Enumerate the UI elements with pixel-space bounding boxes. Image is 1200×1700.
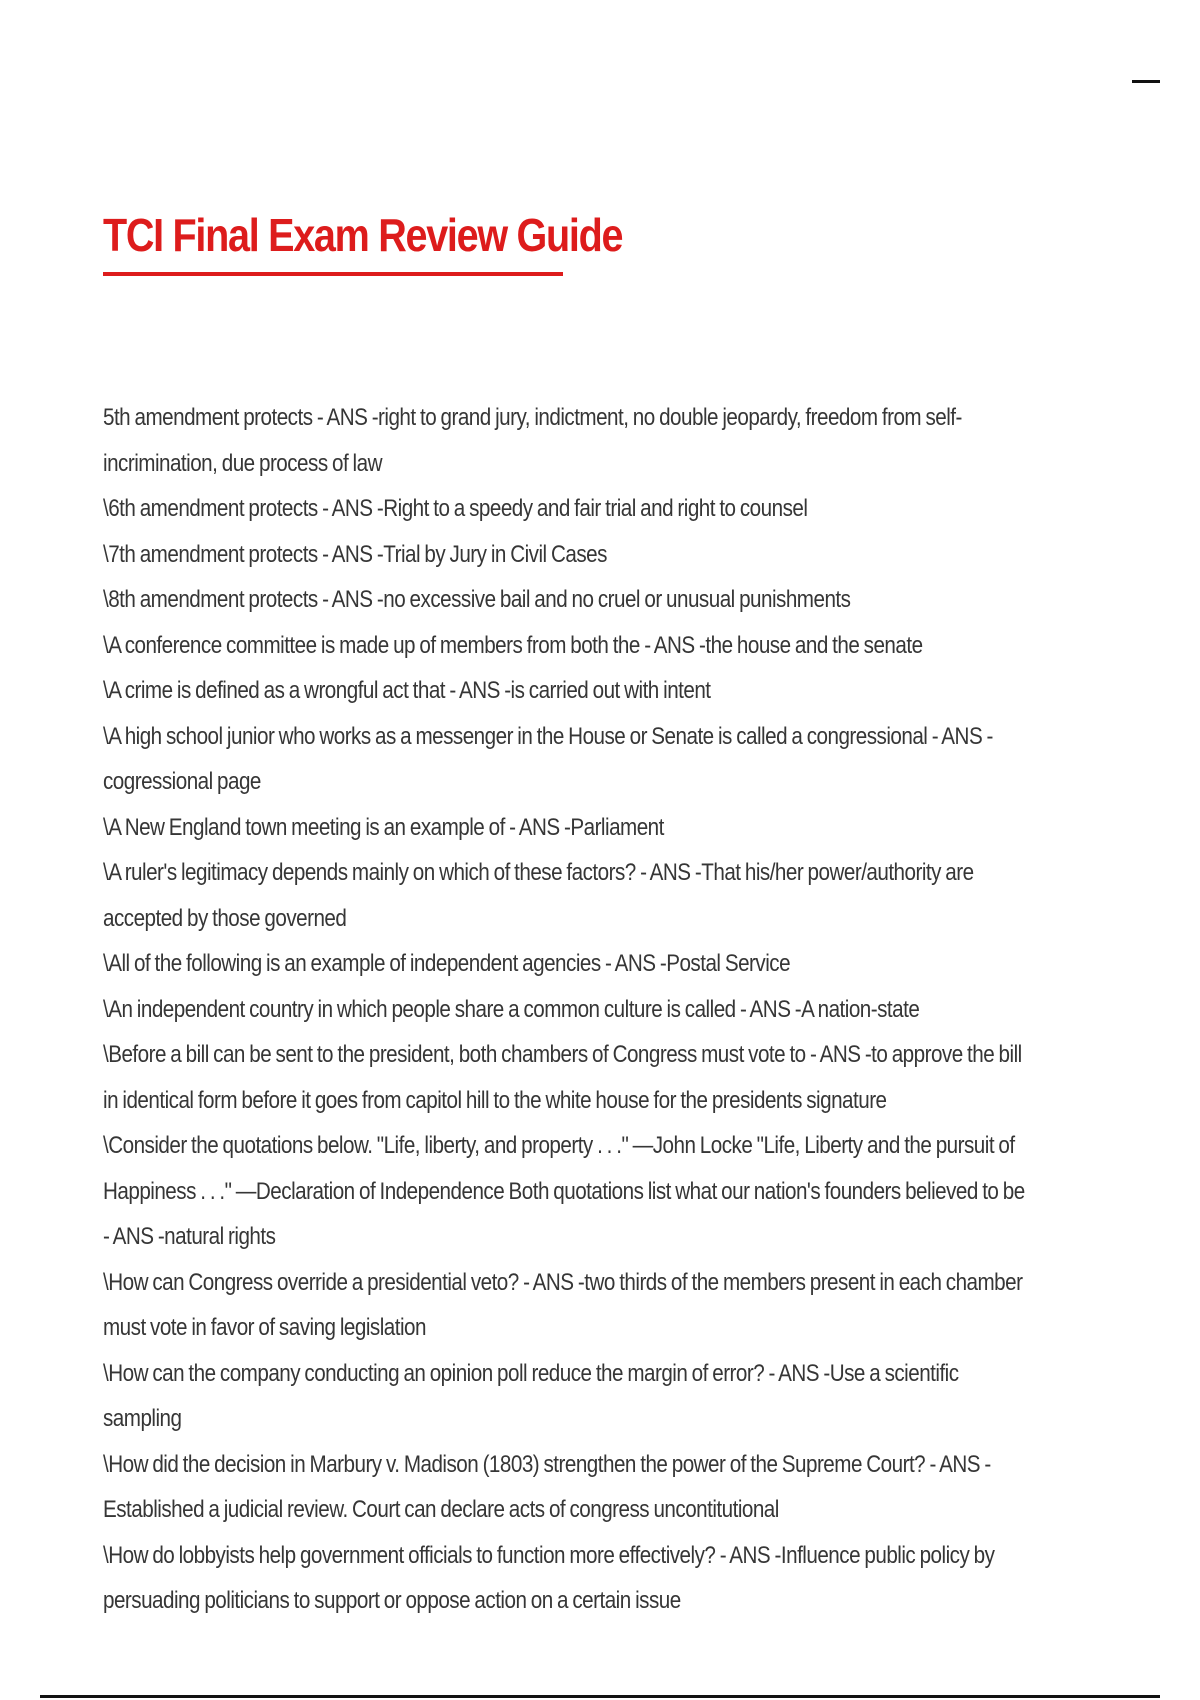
qa-item: \How can the company conducting an opinion poll reduce the margin of error? - ANS -Use a scientific sampling [103, 1359, 959, 1432]
qa-item: \How can Congress override a presidential veto? - ANS -two thirds of the members present in each chamber must vote in favor of saving legislation [103, 1268, 1023, 1341]
page-corner-dash [1132, 80, 1160, 83]
page-bottom-rule [40, 1695, 1160, 1698]
document-title: TCI Final Exam Review Guide [103, 209, 623, 261]
qa-item: \6th amendment protects - ANS -Right to a speedy and fair trial and right to counsel [103, 495, 808, 522]
qa-item: 5th amendment protects - ANS -right to grand jury, indictment, no double jeopardy, freedom from self-incrimination, due process of law [103, 404, 962, 477]
title-underline [103, 272, 563, 276]
qa-item: \A New England town meeting is an example of - ANS -Parliament [103, 813, 664, 841]
qa-list [103, 395, 1033, 1624]
qa-item: \How did the decision in Marbury v. Madison (1803) strengthen the power of the Supreme Court? - ANS -Established a judicial review. Court can declare acts of congress uncontitutional [103, 1450, 991, 1523]
qa-item: \Consider the quotations below. "Life, liberty, and property . . ." —John Locke "Life, Liberty and the pursuit of Happiness . . ." —Declaration of Independence Both quotations list what our nation's founders believed to be - ANS -natural rights [103, 1132, 1025, 1250]
qa-item: \A crime is defined as a wrongful act that - ANS -is carried out with intent [103, 677, 711, 704]
qa-item: \How do lobbyists help government officials to function more effectively? - ANS -Influence public policy by persuading politicians to support or oppose action on a certain issue [103, 1541, 995, 1614]
qa-item: \8th amendment protects - ANS -no excessive bail and no cruel or unusual punishments [103, 586, 851, 613]
qa-item: \Before a bill can be sent to the president, both chambers of Congress must vote to - ANS -to approve the bill in identical form before it goes from capitol hill to the white house for the presidents signature [103, 1041, 1022, 1114]
qa-item: \7th amendment protects - ANS -Trial by Jury in Civil Cases [103, 540, 607, 568]
qa-item: \A conference committee is made up of members from both the - ANS -the house and the senate [103, 631, 923, 659]
qa-item: \A high school junior who works as a messenger in the House or Senate is called a congressional - ANS -cogressional page [103, 722, 993, 795]
qa-item: \A ruler's legitimacy depends mainly on which of these factors? - ANS -That his/her power/authority are accepted by those governed [103, 859, 974, 932]
qa-item: \All of the following is an example of independent agencies - ANS -Postal Service [103, 950, 791, 977]
qa-item: \An independent country in which people share a common culture is called - ANS -A nation-state [103, 995, 920, 1023]
